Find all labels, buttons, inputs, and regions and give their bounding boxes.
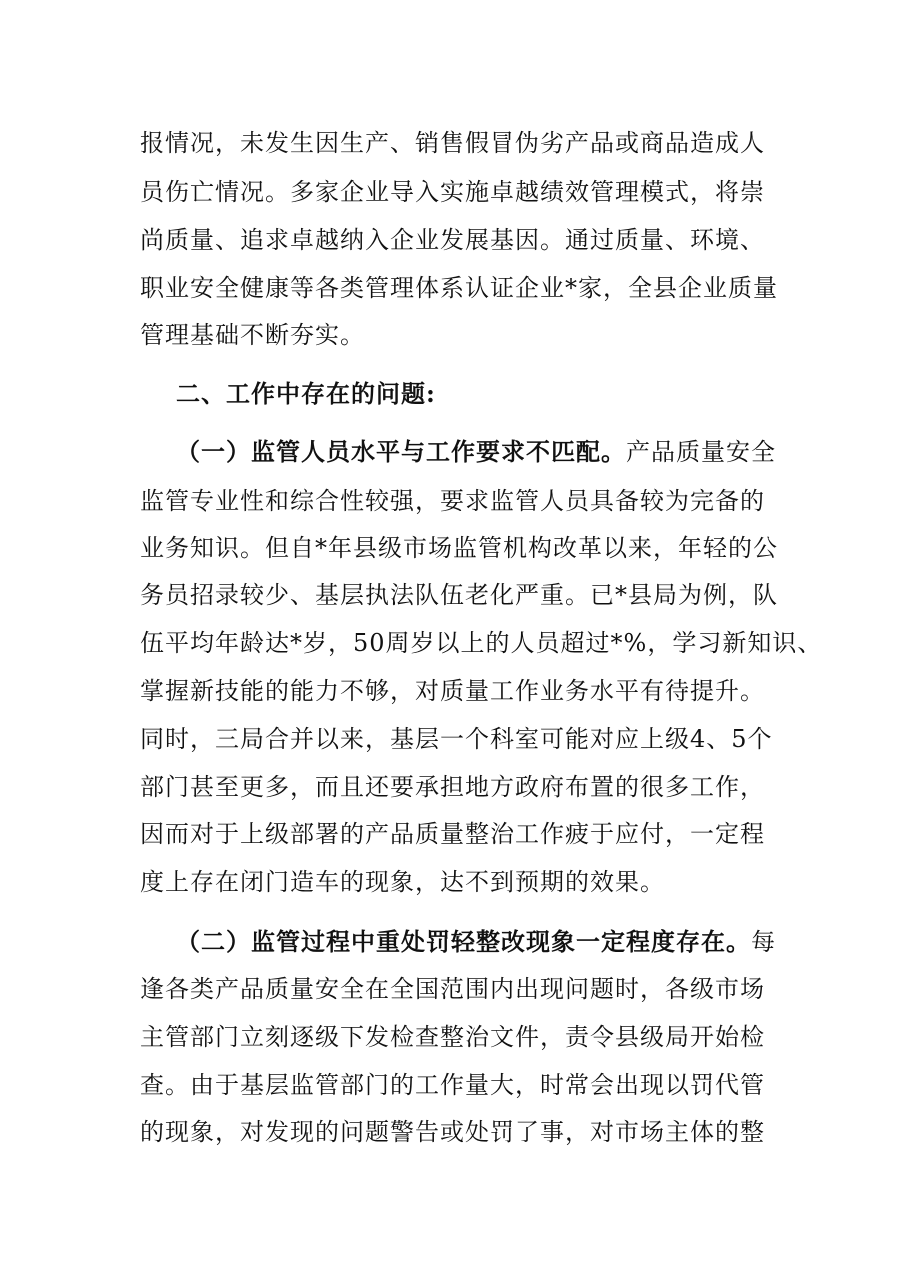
item-title: （一）监管人员水平与工作要求不匹配。 [176, 437, 626, 466]
paragraph-line: 因而对于上级部署的产品质量整治工作疲于应付，一定程 [140, 820, 765, 848]
item-first-line [176, 437, 776, 467]
paragraph-line: 务员招录较少、基层执法队伍老化严重。已*县局为例，队 [140, 581, 778, 609]
paragraph-line: 管理基础不断夯实。 [140, 321, 365, 349]
paragraph-line: 监管专业性和综合性较强，要求监管人员具备较为完备的 [140, 487, 765, 515]
paragraph-line: 同时，三局合并以来，基层一个科室可能对应上级4、5个 [140, 725, 773, 753]
paragraph-line: 伍平均年龄达*岁，50周岁以上的人员超过*%，学习新知识、 [140, 629, 823, 657]
item-first-line [176, 927, 776, 957]
paragraph-line: 主管部门立刻逐级下发检查整治文件，责令县级局开始检 [140, 1023, 765, 1051]
item-text: 产品质量安全 [626, 438, 776, 466]
paragraph-line: 职业安全健康等各类管理体系认证企业*家，全县企业质量 [140, 274, 778, 302]
paragraph-line: 尚质量、追求卓越纳入企业发展基因。通过质量、环境、 [140, 226, 765, 254]
paragraph-line: 员伤亡情况。多家企业导入实施卓越绩效管理模式，将崇 [140, 178, 765, 206]
paragraph-line: 的现象，对发现的问题警告或处罚了事，对市场主体的整 [140, 1118, 765, 1146]
paragraph-line: 业务知识。但自*年县级市场监管机构改革以来，年轻的公 [140, 534, 778, 562]
paragraph-line: 逢各类产品质量安全在全国范围内出现问题时，各级市场 [140, 975, 765, 1003]
paragraph-line: 掌握新技能的能力不够，对质量工作业务水平有待提升。 [140, 677, 765, 705]
item-text: 每 [751, 928, 776, 956]
paragraph-line: 度上存在闭门造车的现象，达不到预期的效果。 [140, 868, 665, 896]
item-title: （二）监管过程中重处罚轻整改现象一定程度存在。 [176, 927, 751, 956]
paragraph-line: 查。由于基层监管部门的工作量大，时常会出现以罚代管 [140, 1071, 765, 1099]
paragraph-line: 部门甚至更多，而且还要承担地方政府布置的很多工作， [140, 773, 765, 801]
paragraph-line: 报情况，未发生因生产、销售假冒伪劣产品或商品造成人 [140, 129, 765, 157]
section-heading: 二、工作中存在的问题: [176, 379, 436, 408]
